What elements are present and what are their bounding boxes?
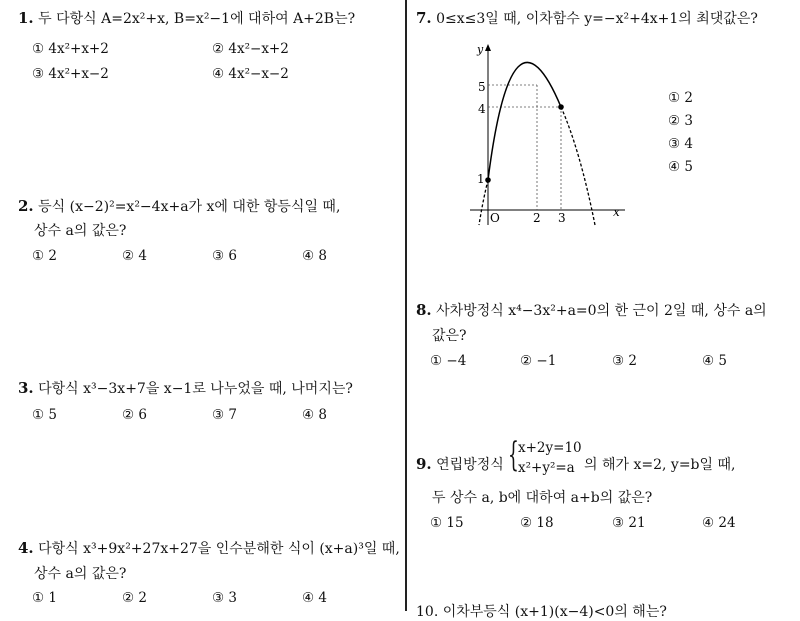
choice-2[interactable]: ② −1 <box>520 353 557 369</box>
parabola-graph <box>465 40 635 230</box>
y-tick-5: 5 <box>478 80 486 94</box>
choice-4[interactable]: ④ 4 <box>302 590 327 606</box>
question-2 <box>18 196 340 216</box>
question-3 <box>18 378 353 398</box>
choice-4[interactable]: ④ 4x²−x−2 <box>212 66 289 82</box>
point-end <box>558 104 564 110</box>
point-start <box>485 177 491 183</box>
choice-2[interactable]: ② 2 <box>122 590 147 606</box>
x-tick-3: 3 <box>558 211 566 225</box>
choice-1[interactable]: ① −4 <box>430 353 467 369</box>
choice-2[interactable]: ② 4x²−x+2 <box>212 41 289 57</box>
question-number: 9. <box>416 455 432 473</box>
question-number: 7. <box>416 9 432 27</box>
question-number: 2. <box>18 197 34 215</box>
question-number: 8. <box>416 301 432 319</box>
x-axis-label: x <box>613 205 620 219</box>
choice-1[interactable]: ① 15 <box>430 515 464 531</box>
choice-2[interactable]: ② 4 <box>122 248 147 264</box>
choice-2[interactable]: ② 6 <box>122 407 147 423</box>
x-tick-2: 2 <box>533 211 541 225</box>
question-text-line2: 값은? <box>432 328 467 344</box>
question-1 <box>18 8 355 28</box>
question-number: 1. <box>18 9 34 27</box>
equation-2: x²+y²=a <box>518 460 575 476</box>
choice-4[interactable]: ④ 24 <box>702 515 736 531</box>
question-text: 사차방정식 x⁴−3x²+a=0의 한 근이 2일 때, 상수 a의 <box>436 303 767 319</box>
choice-3[interactable]: ③ 3 <box>212 590 237 606</box>
choice-3[interactable]: ③ 21 <box>612 515 646 531</box>
question-number: 4. <box>18 539 34 557</box>
y-tick-1: 1 <box>477 172 485 186</box>
question-8 <box>416 300 767 320</box>
question-4 <box>18 538 400 558</box>
question-number: 3. <box>18 379 34 397</box>
choice-1[interactable]: ① 2 <box>668 90 693 106</box>
equation-1: x+2y=10 <box>518 440 582 456</box>
choice-2[interactable]: ② 18 <box>520 515 554 531</box>
choice-4[interactable]: ④ 8 <box>302 248 327 264</box>
question-text-line2: 상수 a의 값은? <box>34 223 127 239</box>
y-axis-label: y <box>477 43 484 56</box>
choice-1[interactable]: ① 4x²+x+2 <box>32 41 109 57</box>
question-10-partial: 10. 이차부등식 (x+1)(x−4)<0의 해는? <box>416 604 667 620</box>
choice-4[interactable]: ④ 5 <box>668 159 693 175</box>
question-text: 0≤x≤3일 때, 이차함수 y=−x²+4x+1의 최댓값은? <box>436 11 758 27</box>
choice-4[interactable]: ④ 5 <box>702 353 727 369</box>
choice-3[interactable]: ③ 7 <box>212 407 237 423</box>
choice-4[interactable]: ④ 8 <box>302 407 327 423</box>
question-text-suffix: 의 해가 x=2, y=b일 때, <box>584 457 736 473</box>
question-text-line2: 두 상수 a, b에 대하여 a+b의 값은? <box>432 490 653 506</box>
question-9 <box>416 454 504 474</box>
origin-label: O <box>490 211 500 225</box>
question-text: 다항식 x³−3x+7을 x−1로 나누었을 때, 나머지는? <box>38 381 353 397</box>
question-text: 두 다항식 A=2x²+x, B=x²−1에 대하여 A+2B는? <box>38 11 356 27</box>
parabola-dashed-left <box>479 180 488 225</box>
parabola-solid <box>488 62 561 180</box>
question-text-line2: 상수 a의 값은? <box>34 566 127 582</box>
choice-3[interactable]: ③ 2 <box>612 353 637 369</box>
parabola-dashed-right <box>561 107 595 225</box>
choice-1[interactable]: ① 2 <box>32 248 57 264</box>
choice-2[interactable]: ② 3 <box>668 113 693 129</box>
question-text: 다항식 x³+9x²+27x+27을 인수분해한 식이 (x+a)³일 때, <box>38 541 400 557</box>
column-divider <box>405 0 407 611</box>
equation-system <box>508 435 588 480</box>
question-text-prefix: 연립방정식 <box>436 457 504 473</box>
brace-icon: { <box>508 435 519 475</box>
y-tick-4: 4 <box>478 102 486 116</box>
question-7 <box>416 8 758 28</box>
question-text: 등식 (x−2)²=x²−4x+a가 x에 대한 항등식일 때, <box>38 199 341 215</box>
choice-3[interactable]: ③ 4 <box>668 136 693 152</box>
choice-3[interactable]: ③ 4x²+x−2 <box>32 66 109 82</box>
y-axis-arrow <box>485 44 491 51</box>
choice-1[interactable]: ① 1 <box>32 590 57 606</box>
choice-3[interactable]: ③ 6 <box>212 248 237 264</box>
choice-1[interactable]: ① 5 <box>32 407 57 423</box>
